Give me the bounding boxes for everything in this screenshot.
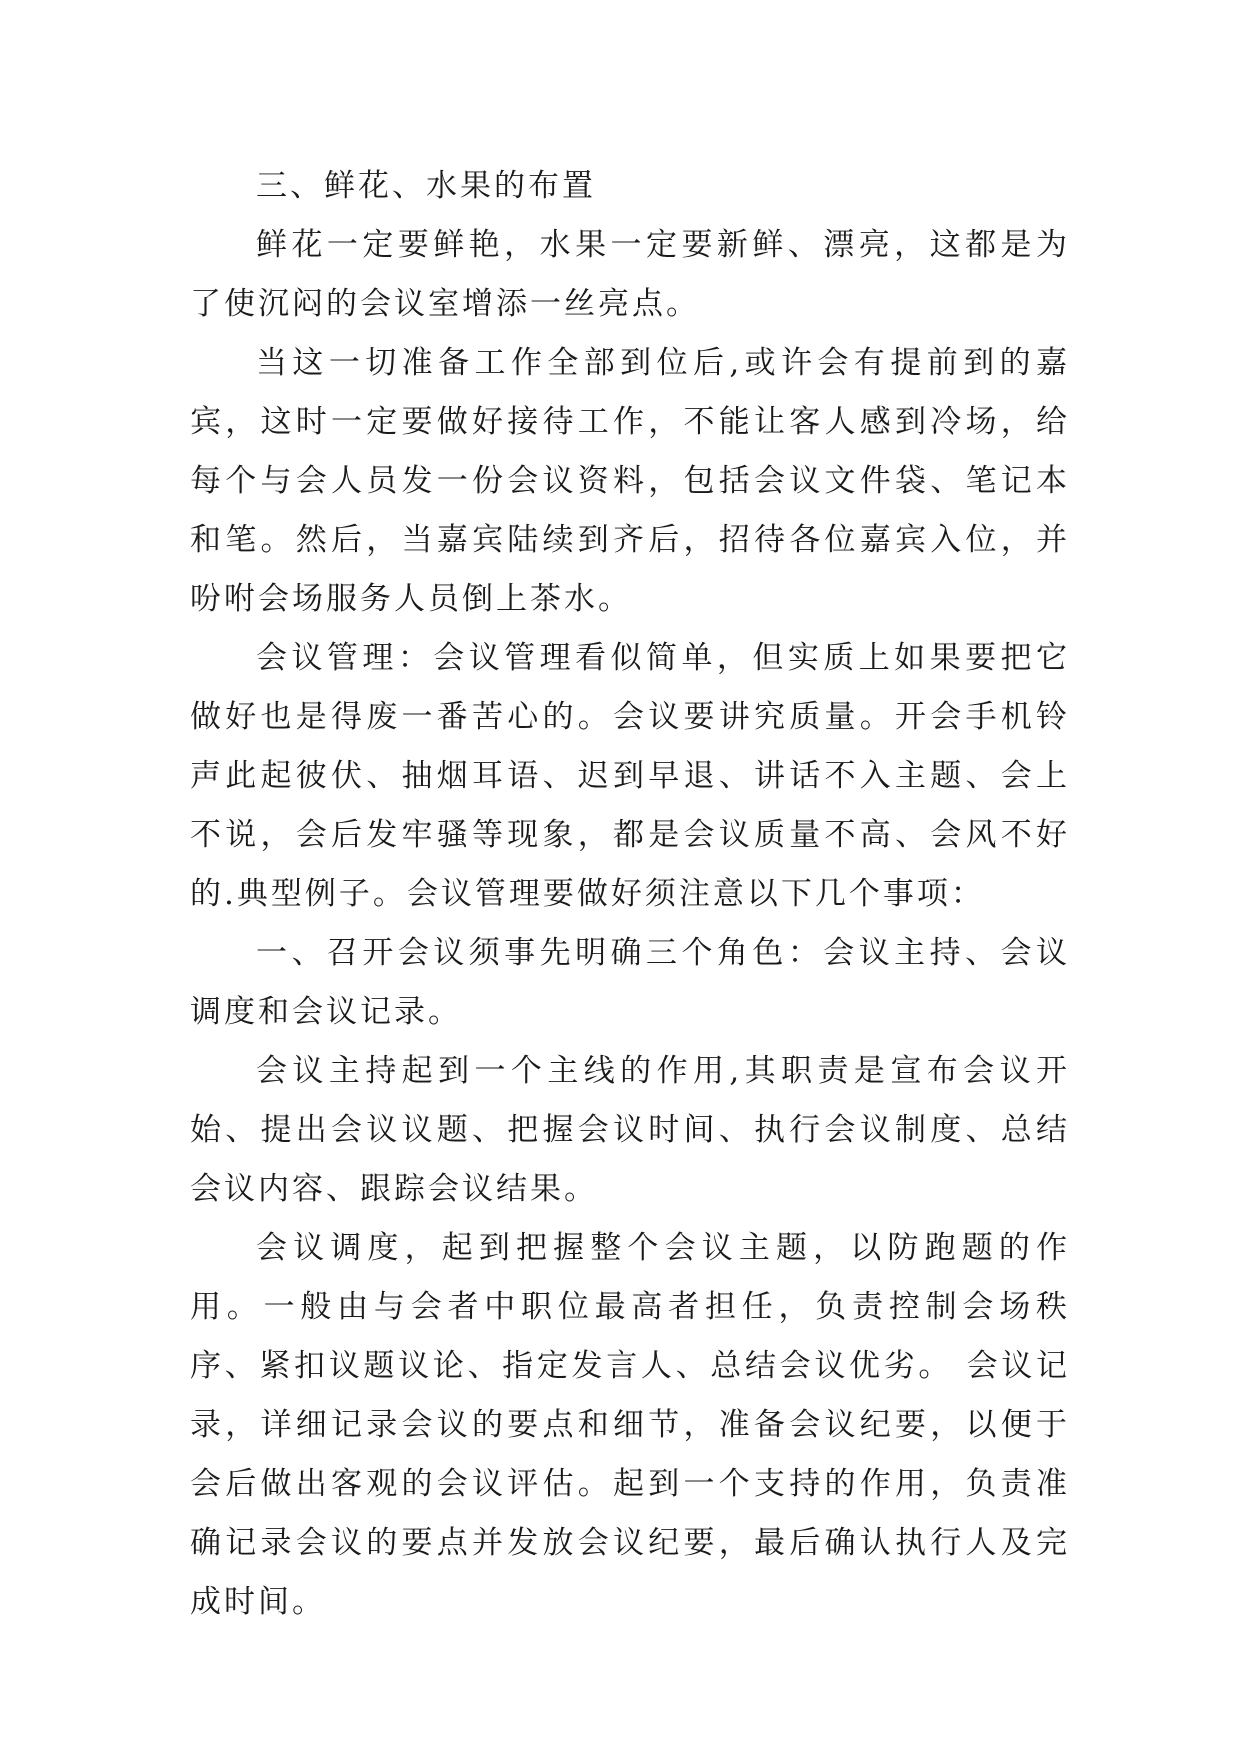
paragraph-flowers-fruit: 鲜花一定要鲜艳，水果一定要新鲜、漂亮，这都是为了使沉闷的会议室增添一丝亮点。 — [190, 227, 1070, 322]
paragraph-meeting-management: 会议管理：会议管理看似简单，但实质上如果要把它做好也是得废一番苦心的。会议要讲究质量。开会手机铃声此起彼伏、抽烟耳语、迟到早退、讲话不入主题、会上不说，会后发牢骚等现象，都是会议质量不高、会风不好的.典型例子。会议管理要做好须注意以下几个事项： — [190, 640, 1070, 912]
paragraph-three-roles: 一、召开会议须事先明确三个角色：会议主持、会议调度和会议记录。 — [190, 935, 1070, 1030]
document-body — [190, 157, 1070, 1632]
paragraph-meeting-host: 会议主持起到一个主线的作用,其职责是宣布会议开始、提出会议议题、把握会议时间、执行会议制度、总结会议内容、跟踪会议结果。 — [190, 1053, 1070, 1207]
paragraph-dispatch-and-minutes: 会议调度，起到把握整个会议主题，以防跑题的作用。一般由与会者中职位最高者担任，负责控制会场秩序、紧扣议题议论、指定发言人、总结会议优劣。 会议记录，详细记录会议的要点和细节，准备会议纪要，以便于会后做出客观的会议评估。起到一个支持的作用，负责准确记录会议的要点并发放会议纪要，最后确认执行人及完成时间。 — [190, 1230, 1070, 1620]
section-heading-flowers-fruit: 三、鲜花、水果的布置 — [256, 168, 596, 204]
paragraph-reception: 当这一切准备工作全部到位后,或许会有提前到的嘉宾，这时一定要做好接待工作，不能让客人感到冷场，给每个与会人员发一份会议资料，包括会议文件袋、笔记本和笔。然后，当嘉宾陆续到齐后，招待各位嘉宾入位，并吩咐会场服务人员倒上茶水。 — [190, 345, 1070, 617]
